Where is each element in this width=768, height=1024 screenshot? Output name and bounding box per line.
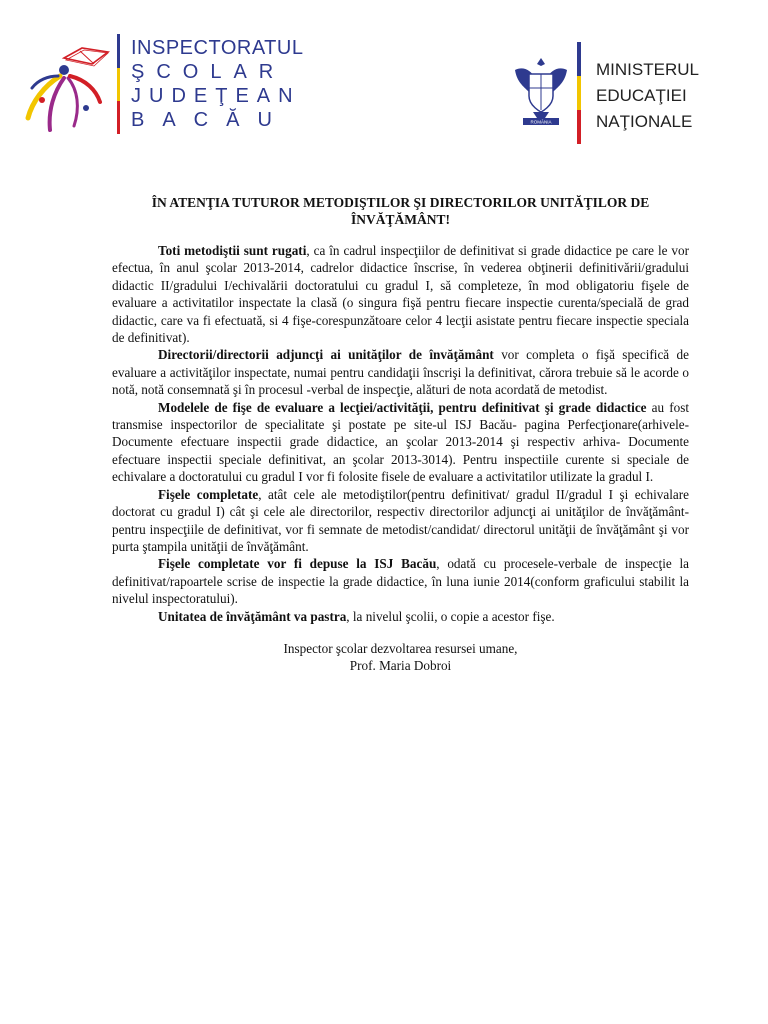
paragraph-directori — [112, 346, 689, 398]
isj-name-line1: INSPECTORATUL — [131, 37, 304, 59]
paragraph-metodisti — [112, 242, 689, 346]
signature-block — [112, 640, 689, 675]
paragraph-modele-lead: Modelele de fişe de evaluare a lecţiei/activităţii, pentru definitivat şi grade didactice — [158, 399, 647, 415]
isj-name — [131, 36, 321, 132]
paragraph-directori-text: vor completa o fişă specifică de evaluare a activităţilor inspectate, numai pentru candidaţii înscrişi la definitivat, cărora trebuie să le acorde o notă, notă consemnată şi în procesul -verbal de inspecţie, alături de nota acordată de metodist. — [112, 347, 689, 398]
paragraph-fise-completate — [112, 486, 689, 556]
signature-name: Prof. Maria Dobroi — [349, 658, 452, 674]
isj-name-line2: ŞCOLAR — [131, 61, 286, 83]
ministry-name — [596, 57, 699, 135]
ministry-name-line2: EDUCAŢIEI — [596, 86, 687, 105]
isj-name-line3: JUDEŢEAN — [131, 85, 301, 107]
ministry-name-line3: NAŢIONALE — [596, 112, 693, 131]
paragraph-modele-text: au fost transmise inspectorilor de specialitate şi postate pe site-ul ISJ Bacău- pagina Perfecţionare(arhivele- Documente efectuare inspectii grade didactice, an şcolar 2013-2014 şi respectiv arhiva- Documente efectuare inspectii speciale definitivat, an şcolar 2013-3014). Pentru inspectiile curente si speciale de echivalare a doctoratului cu gradul I vor fi folosite fisele de evaluare a activitatilor utilizate la gradul I. — [112, 399, 689, 485]
paragraph-depunere-text: , odată cu procesele-verbale de inspecţie la definitivat/rapoartele scrise de inspectie la grade didactice, în luna iunie 2014(conform graficului stabilit la nivelul inspectoratului). — [112, 556, 689, 607]
ministry-name-line1: MINISTERUL — [596, 60, 699, 79]
romania-coat-of-arms-icon — [511, 52, 571, 128]
isj-name-line4: BACĂU — [131, 109, 290, 131]
document-title: ÎN ATENŢIA TUTUROR METODIŞTILOR ŞI DIRECTORILOR UNITĂŢILOR DE ÎNVĂŢĂMÂNT! — [151, 195, 650, 227]
paragraph-depunere-lead: Fişele completate vor fi depuse la ISJ Bacău — [158, 556, 437, 572]
signature-title: Inspector şcolar dezvoltarea resursei umane, — [283, 640, 518, 656]
document-body — [112, 194, 689, 675]
paragraph-depunere — [112, 555, 689, 607]
paragraph-directori-lead: Directorii/directorii adjuncţi ai unităţilor de învăţământ — [158, 347, 494, 363]
paragraph-copie-lead: Unitatea de învăţământ va pastra — [158, 608, 347, 624]
crest-banner-text: ROMÂNIA — [530, 119, 552, 125]
ministry-tricolor-bar — [577, 42, 581, 144]
paragraph-fise-completate-text: , atât cele ale metodiştilor(pentru definitivat/ gradul II/gradul I şi echivalare doctorat cu gradul I) cât şi cele ale directorilor, respectiv directorilor adjuncţi ai unităţilor de învăţământ- pentru inspecţiile de definitivat, vor fi semnate de metodist/candidat/ directorul unităţii de învăţământ şi vor purta ştampila unităţii de învăţământ. — [112, 486, 689, 554]
page-header — [0, 0, 768, 160]
isj-tricolor-bar — [117, 34, 120, 134]
paragraph-metodisti-text: , ca în cadrul inspecţiilor de definitivat si grade didactice pe care le vor efectua, în anul şcolar 2013-2014, cadrelor didactice înscrise, în vederea obţinerii definitivării/gradului didactic II/gradului I/echivalării doctoratului cu gradul I, să completeze, în mod obligatoriu fişele de evaluare a activitatilor inspectate la clasă (o singura fişă pentru fiecare inspectie curenta/specială de grad didactic, care va fi efectuată, si 4 fişe-corespunzătoare celor 4 lecţii asistate pentru fiecare inspectie speciala de definitivat). — [112, 243, 690, 346]
paragraph-modele — [112, 399, 689, 486]
isj-book-logo-icon — [24, 30, 116, 140]
paragraph-fise-completate-lead: Fişele completate — [158, 486, 259, 502]
paragraph-metodisti-lead: Toti metodiştii sunt rugati — [158, 243, 307, 258]
paragraph-copie-text: , la nivelul şcolii, o copie a acestor fişe. — [346, 608, 555, 624]
paragraph-copie — [112, 608, 689, 625]
